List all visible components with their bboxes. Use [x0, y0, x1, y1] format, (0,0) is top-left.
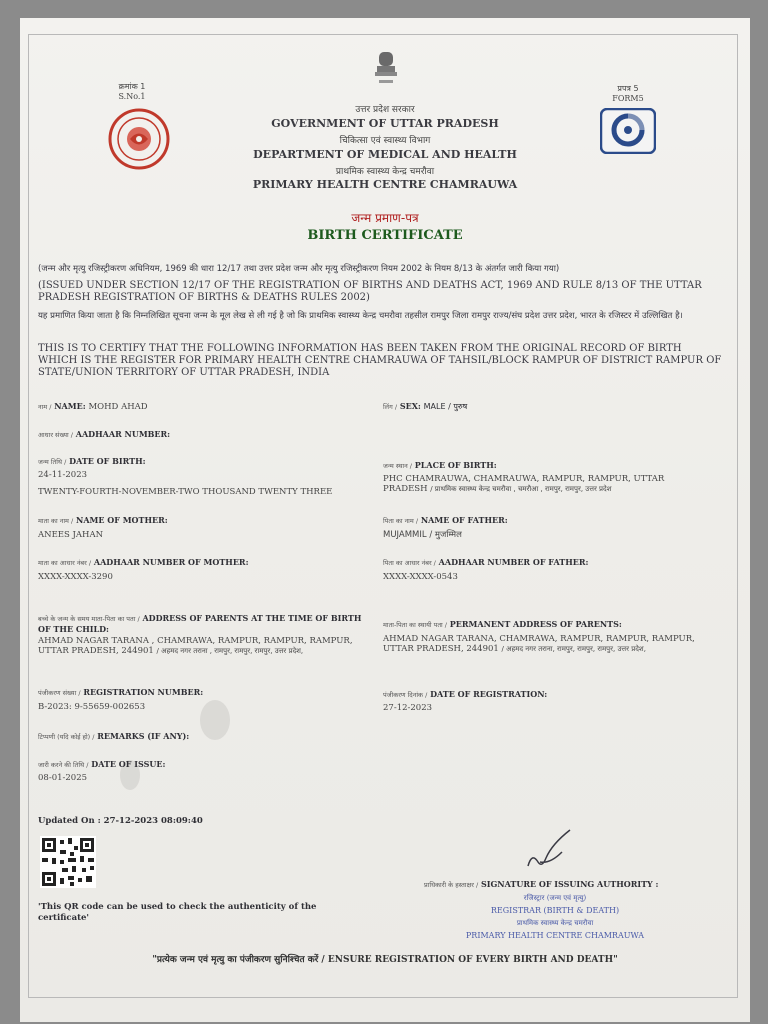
birth-registration-logo-icon — [600, 108, 656, 154]
signature-image — [510, 822, 590, 872]
certify-hindi: यह प्रमाणित किया जाता है कि निम्नलिखित सूचना जन्म के मूल लेख से ली गई है जो कि प्राथमिक स्वास्थ्य केन्द्र चमरौवा तहसील रामपुर जिला रामपुर राज्य/संघ प्रदेश उत्तर प्रदेश, भारत के रजिस्टर में उल्लिखित है। — [38, 311, 683, 321]
registration-number-label: पंजीकरण संख्या / REGISTRATION NUMBER: — [38, 687, 204, 697]
pob-label: जन्म स्थान / PLACE OF BIRTH: — [383, 460, 497, 470]
address-at-birth-label: बच्चे के जन्म के समय माता-पिता का पता / ADDRESS OF PARENTS AT THE TIME OF BIRTH OF THE CHILD: — [38, 613, 362, 634]
registration-date-value: 27-12-2023 — [383, 703, 433, 713]
smudge — [200, 700, 230, 740]
dob-label: जन्म तिथि / DATE OF BIRTH: — [38, 456, 146, 466]
name-value: MOHD AHAD — [88, 402, 148, 412]
mother-aadhaar-value: XXXX-XXXX-3290 — [38, 572, 113, 582]
serial-number: क्रमांक 1 S.No.1 — [118, 82, 146, 101]
up-government-seal-icon — [108, 108, 170, 170]
aadhaar-label: आधार संख्या / AADHAAR NUMBER: — [38, 429, 171, 439]
issue-date-value: 08-01-2025 — [38, 773, 88, 783]
certificate-title-hindi: जन्म प्रमाण-पत्र — [351, 211, 419, 225]
remarks-label: टिप्पणी (यदि कोई हो) / REMARKS (IF ANY): — [38, 731, 190, 741]
signature-label: प्राधिकारी के हस्ताक्षर / SIGNATURE OF ISSUING AUTHORITY : — [424, 879, 659, 889]
department-name: DEPARTMENT OF MEDICAL AND HEALTH — [253, 148, 517, 161]
registration-date-label: पंजीकरण दिनांक / DATE OF REGISTRATION: — [383, 689, 548, 699]
phc-name: PRIMARY HEALTH CENTRE CHAMRAUWA — [252, 178, 518, 191]
mother-value: ANEES JAHAN — [38, 530, 104, 540]
national-emblem-icon — [373, 50, 399, 88]
mother-label: माता का नाम / NAME OF MOTHER: — [38, 515, 168, 525]
issued-under: (ISSUED UNDER SECTION 12/17 OF THE REGISTRATION OF BIRTHS AND DEATHS ACT, 1969 AND RULE 8/13 OF THE UTTAR PRADESH REGISTRATION OF BIRTHS & DEATHS RULES 2002) — [38, 280, 702, 303]
address-at-birth-value: AHMAD NAGAR TARANA , CHAMRAWA, RAMPUR, RAMPUR, RAMPUR, UTTAR PRADESH, 244901 / अहमद नगर तराना , रामपुर, रामपुर, रामपुर, उत्तर प्रदेश, — [38, 636, 353, 656]
phc-hindi: प्राथमिक स्वास्थ्य केन्द्र चमरौवा — [335, 167, 435, 177]
state-name: GOVERNMENT OF UTTAR PRADESH — [271, 117, 499, 130]
registrar-phc-hindi: प्राथमिक स्वास्थ्य केन्द्र चमरौवा — [516, 919, 594, 927]
father-aadhaar-label: पिता का आधार नंबर / AADHAAR NUMBER OF FATHER: — [383, 557, 589, 567]
certificate-title: BIRTH CERTIFICATE — [307, 228, 463, 243]
footer-slogan: "प्रत्येक जन्म एवं मृत्यु का पंजीकरण सुनिश्चित करें / ENSURE REGISTRATION OF EVERY BIRTH AND DEATH" — [152, 955, 618, 965]
department-hindi: चिकित्सा एवं स्वास्थ्य विभाग — [339, 136, 431, 146]
registrar-hindi: रजिस्ट्रार (जन्म एवं मृत्यु) — [523, 894, 587, 902]
state-hindi: उत्तर प्रदेश सरकार — [355, 105, 415, 115]
updated-on: Updated On : 27-12-2023 08:09:40 — [38, 816, 203, 826]
sex-value: MALE / पुरुष — [423, 402, 468, 411]
registration-number-value: B-2023: 9-55659-002653 — [38, 702, 146, 712]
qr-code-icon[interactable] — [40, 836, 96, 888]
dob-words: TWENTY-FOURTH-NOVEMBER-TWO THOUSAND TWENTY THREE — [38, 487, 333, 497]
father-label: पिता का नाम / NAME OF FATHER: — [383, 515, 508, 525]
sex-label: लिंग / SEX: MALE / पुरुष — [383, 401, 468, 411]
name-label: नाम / NAME: MOHD AHAD — [38, 401, 148, 412]
father-aadhaar-value: XXXX-XXXX-0543 — [383, 572, 458, 582]
father-value: MUJAMMIL / मुजम्मिल — [383, 530, 462, 540]
issued-under-hindi: (जन्म और मृत्यु रजिस्ट्रीकरण अधिनियम, 1969 की धारा 12/17 तथा उत्तर प्रदेश जन्म और मृत्यु रजिस्ट्रीकरण नियम 2002 के नियम 8/13 के अंतर्गत जारी किया गया) — [38, 264, 560, 274]
qr-note: 'This QR code can be used to check the authenticity of the certificate' — [38, 902, 317, 923]
permanent-address-label: माता-पिता का स्थायी पता / PERMANENT ADDRESS OF PARENTS: — [383, 619, 622, 629]
issue-date-label: जारी करने की तिथि / DATE OF ISSUE: — [38, 759, 166, 769]
mother-aadhaar-label: माता का आधार नंबर / AADHAAR NUMBER OF MOTHER: — [38, 557, 249, 567]
permanent-address-value: AHMAD NAGAR TARANA, CHAMRAWA, RAMPUR, RAMPUR, RAMPUR, UTTAR PRADESH, 244901 / अहमद नगर तराना, रामपुर, रामपुर, रामपुर, उत्तर प्रदेश, — [383, 634, 695, 654]
dob-value: 24-11-2023 — [38, 470, 88, 480]
form-number: प्रपत्र 5 FORM5 — [612, 84, 644, 103]
certify-text: THIS IS TO CERTIFY THAT THE FOLLOWING INFORMATION HAS BEEN TAKEN FROM THE ORIGINAL RECORD OF BIRTH WHICH IS THE REGISTER FOR PRIMARY HEALTH CENTRE CHAMRAUWA OF TAHSIL/BLOCK RAMPUR OF DISTRICT RAMPUR OF STATE/UNION TERRITORY OF UTTAR PRADESH, INDIA — [38, 343, 722, 378]
registrar-phc: PRIMARY HEALTH CENTRE CHAMRAUWA — [465, 931, 645, 940]
registrar-title: REGISTRAR (BIRTH & DEATH) — [490, 906, 620, 915]
pob-value: PHC CHAMRAUWA, CHAMRAUWA, RAMPUR, RAMPUR, UTTAR PRADESH / प्राथमिक स्वास्थ्य केन्द्र चमरौवा , चमरौआ , रामपुर, रामपुर, उत्तर प्रदेश — [383, 474, 665, 494]
